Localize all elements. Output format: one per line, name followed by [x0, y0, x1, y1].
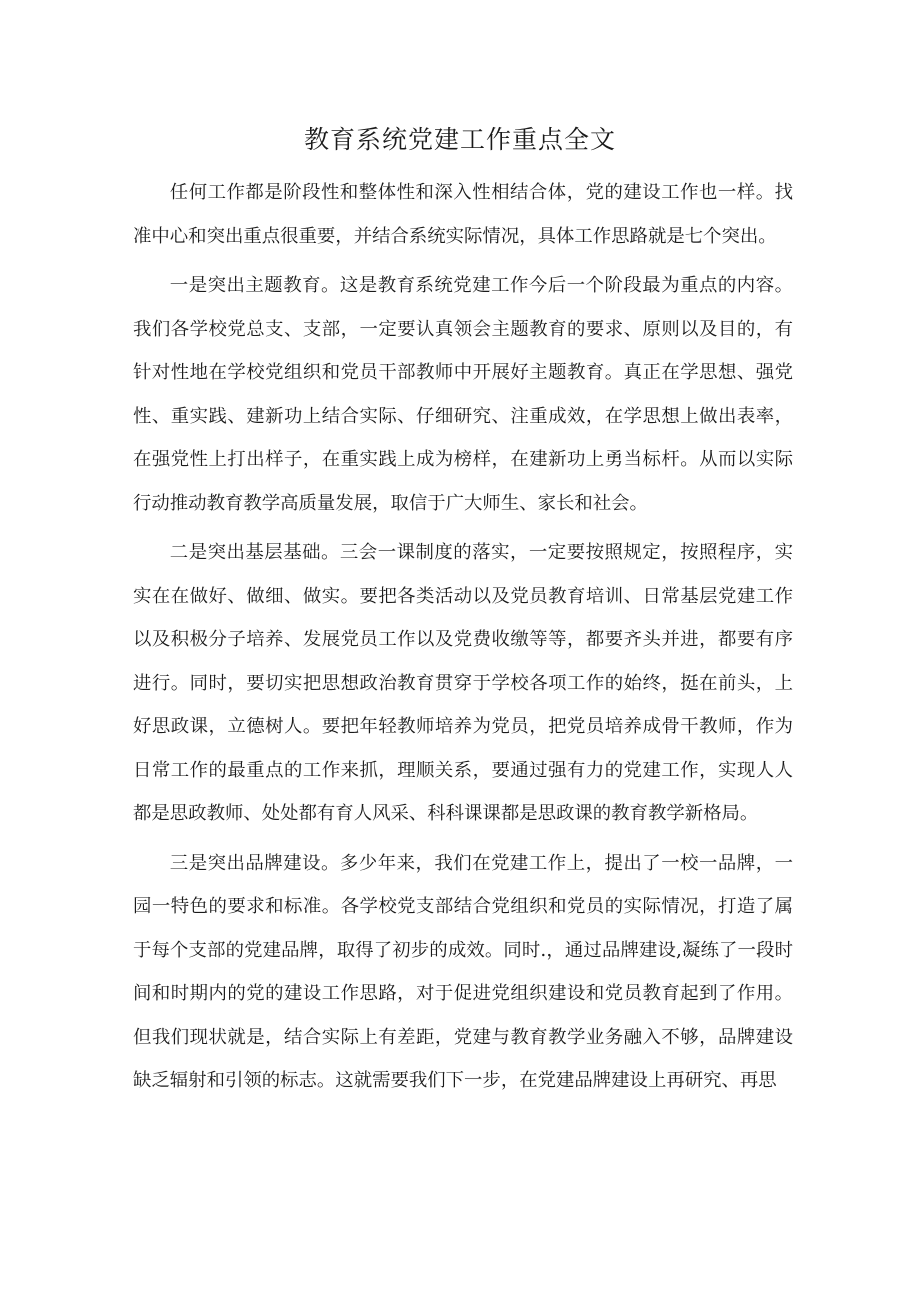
document-title: 教育系统党建工作重点全文 [303, 125, 616, 154]
paragraph-grassroots: 二是突出基层基础。三会一课制度的落实，一定要按照规定，按照程序，实实在在做好、做细、做实。要把各类活动以及党员教育培训、日常基层党建工作以及积极分子培养、发展党员工作以及党费收缴等等，都要齐头并进，都要有序进行。同时，要切实把思想政治教育贯穿于学校各项工作的始终，挺在前头，上好思政课，立德树人。要把年轻教师培养为党员，把党员培养成骨干教师，作为日常工作的最重点的工作来抓，理顺关系，要通过强有力的党建工作，实现人人都是思政教师、处处都有育人风采、科科课课都是思政课的教育教学新格局。 [133, 542, 793, 824]
paragraph-brand-building: 三是突出品牌建设。多少年来，我们在党建工作上，提出了一校一品牌，一园一特色的要求和标准。各学校党支部结合党组织和党员的实际情况，打造了属于每个支部的党建品牌，取得了初步的成效。同时.，通过品牌建设,凝练了一段时间和时期内的党的建设工作思路，对于促进党组织建设和党员教育起到了作用。但我们现状就是，结合实际上有差距，党建与教育教学业务融入不够，品牌建设缺乏辐射和引领的标志。这就需要我们下一步，在党建品牌建设上再研究、再思 [133, 852, 793, 1091]
paragraph-intro: 任何工作都是阶段性和整体性和深入性相结合体，党的建设工作也一样。找准中心和突出重点很重要，并结合系统实际情况，具体工作思路就是七个突出。 [133, 182, 793, 247]
document-body [133, 171, 793, 1109]
paragraph-theme-education: 一是突出主题教育。这是教育系统党建工作今后一个阶段最为重点的内容。我们各学校党总支、支部，一定要认真领会主题教育的要求、原则以及目的，有针对性地在学校党组织和党员干部教师中开展好主题教育。真正在学思想、强党性、重实践、建新功上结合实际、仔细研究、注重成效，在学思想上做出表率，在强党性上打出样子，在重实践上成为榜样，在建新功上勇当标杆。从而以实际行动推动教育教学高质量发展，取信于广大师生、家长和社会。 [133, 275, 793, 514]
